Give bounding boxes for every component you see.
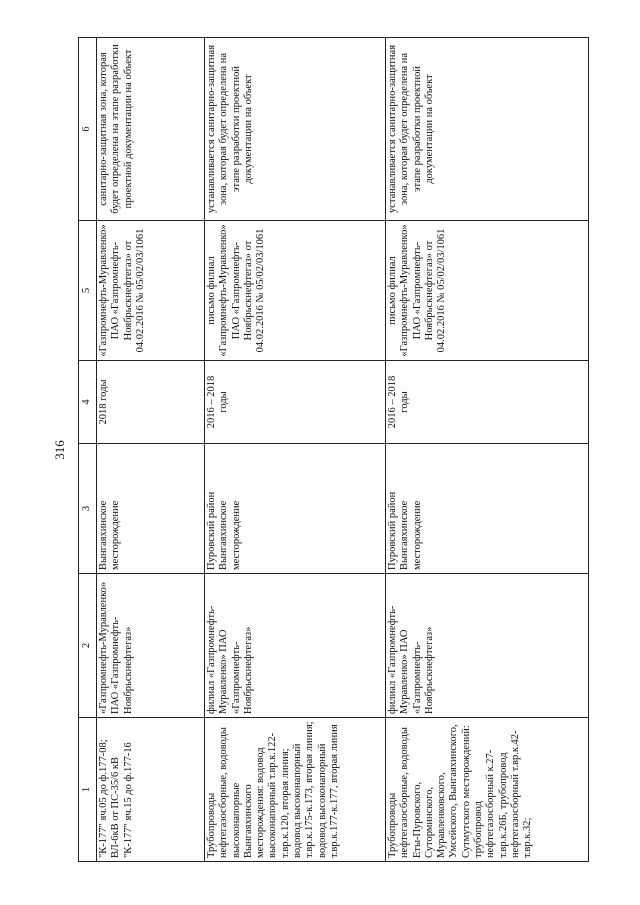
zone-cell: устанавливается санитарно-защитная зона, которая будет определена на этапе разработки проектной документации на объект: [386, 38, 589, 221]
period-cell: 2016 – 2018 годы: [386, 361, 589, 444]
column-header-3: 3: [79, 444, 97, 574]
document-page: [48, 38, 620, 862]
zone-cell: устанавливается санитарно-защитная зона, которая будет определена на этапе разработки проектной документации на объект: [205, 38, 386, 221]
column-header-2: 2: [79, 574, 97, 718]
table-row: [205, 38, 386, 862]
column-header-6: 6: [79, 38, 97, 221]
location-cell: Пуровский район Вынгаяхинское месторождение: [205, 444, 386, 574]
page-number: 316: [52, 440, 67, 460]
header-row: [79, 38, 97, 862]
basis-cell: «Газпромнефть-Муравленко» ПАО «Газпромнефть-Ноябрьскнефтегаз» от 04.02.2016 № 05/02/03/1061: [97, 221, 205, 361]
period-cell: 2016 – 2018 годы: [205, 361, 386, 444]
zone-cell: санитарно-защитная зона, которая будет определена на этапе разработки проектной документации на объект: [97, 38, 205, 221]
organization-cell: филиал «Газпромнефть-Муравленко» ПАО «Газпромнефть-Ноябрьскнефтегаз»: [386, 574, 589, 718]
column-header-4: 4: [79, 361, 97, 444]
basis-cell: письмо филиал «Газпромнефть-Муравленко» ПАО «Газпромнефть-Ноябрьскнефтегаз» от 04.02.2016 № 05/02/03/1061: [205, 221, 386, 361]
object-name-cell: "К-177" яч.05 до ф.177-08; ВЛ-6кВ от ПС-35/6 кВ "К-177" яч.15 до ф.177-16: [97, 718, 205, 862]
table-row: [97, 38, 205, 862]
column-header-5: 5: [79, 221, 97, 361]
object-name-cell: Трубопроводы нефтегазосборные, водоводы высоконапорные Вынгаяхинского месторождения: водовод высоконапорный т.вр.к.122-т.вр.к.120, вторая линия; водовод высоконапорный т.вр.к.175-к.173, вторая линия; водовод высоконапорный т.вр.к.177-к.177, вторая линия: [205, 718, 386, 862]
location-cell: Вынгаяхинское месторождение: [97, 444, 205, 574]
organization-cell: филиал «Газпромнефть-Муравленко» ПАО «Газпромнефть-Ноябрьскнефтегаз»: [205, 574, 386, 718]
period-cell: 2018 годы: [97, 361, 205, 444]
basis-cell: письмо филиал «Газпромнефть-Муравленко» ПАО «Газпромнефть-Ноябрьскнефтегаз» от 04.02.2016 № 05/02/03/1061: [386, 221, 589, 361]
object-name-cell: Трубопроводы нефтегазосборные, водоводы Еты-Пуровского, Суторминского, Муравленковского, Умсейского, Вынгаяхинского, Сутмутского месторождений: трубопровод нефтегазосборный к.27-т.вр.к.26Б, трубопровод нефтегазосборный т.вр.к.42-т.вр.к.32;: [386, 718, 589, 862]
objects-table: [78, 37, 589, 862]
organization-cell: «Газпромнефть-Муравленко» ПАО «Газпромнефть-Ноябрьскнефтегаз»: [97, 574, 205, 718]
table-row: [386, 38, 589, 862]
column-header-1: 1: [79, 718, 97, 862]
location-cell: Пуровский район Вынгаяхинское месторождение: [386, 444, 589, 574]
